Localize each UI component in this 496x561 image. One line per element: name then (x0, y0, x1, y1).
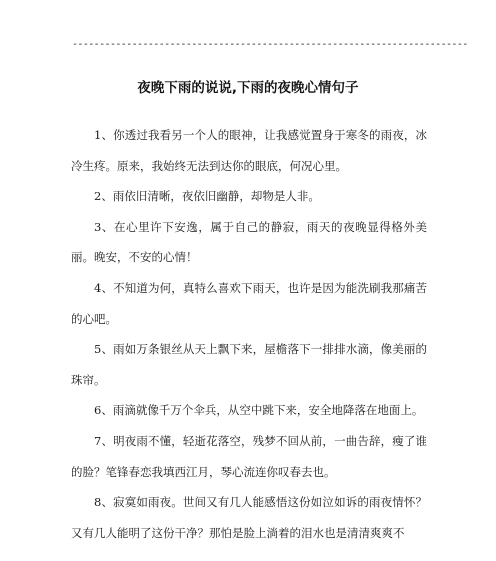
paragraph-7: 7、明夜雨不懂，轻逝花落空，残梦不回从前，一曲告辞，瘦了谁的脸？笔锋春恋我填西江月，琴心流连你叹春去也。 (71, 433, 427, 479)
page-title: 夜晚下雨的说说,下雨的夜晚心情句子 (137, 80, 359, 96)
paragraph-1: 1、你透过我看另一个人的眼神，让我感觉置身于寒冬的雨夜，冰冷生疼。原来，我始终无法到达你的眼底，何况心里。 (71, 128, 427, 173)
paragraph-4: 4、不知道为何，真特么喜欢下雨天，也许是因为能洗刷我那痛苦的心吧。 (71, 280, 427, 326)
paragraph-6: 6、雨滴就像千万个伞兵，从空中跳下来，安全地降落在地面上。 (94, 403, 424, 418)
paragraph-2: 2、雨依旧清晰，夜依旧幽静，却物是人非。 (94, 189, 320, 204)
paragraph-8: 8、寂寞如雨夜。世间又有几人能感悟这份如泣如诉的雨夜情怀？又有几人能明了这份干净？那怕是脸上淌着的泪水也是清清爽爽不 (71, 495, 427, 540)
article-body (71, 120, 427, 548)
paragraph-5: 5、雨如万条银丝从天上飘下来，屋檐落下一排排水滴，像美丽的珠帘。 (71, 342, 427, 387)
paragraph-3: 3、在心里许下安逸，属于自己的静寂，雨天的夜晚显得格外美丽。晚安，不安的心情！ (71, 219, 427, 265)
header-separator: ------------------------------------------------------------------------- (72, 39, 468, 50)
